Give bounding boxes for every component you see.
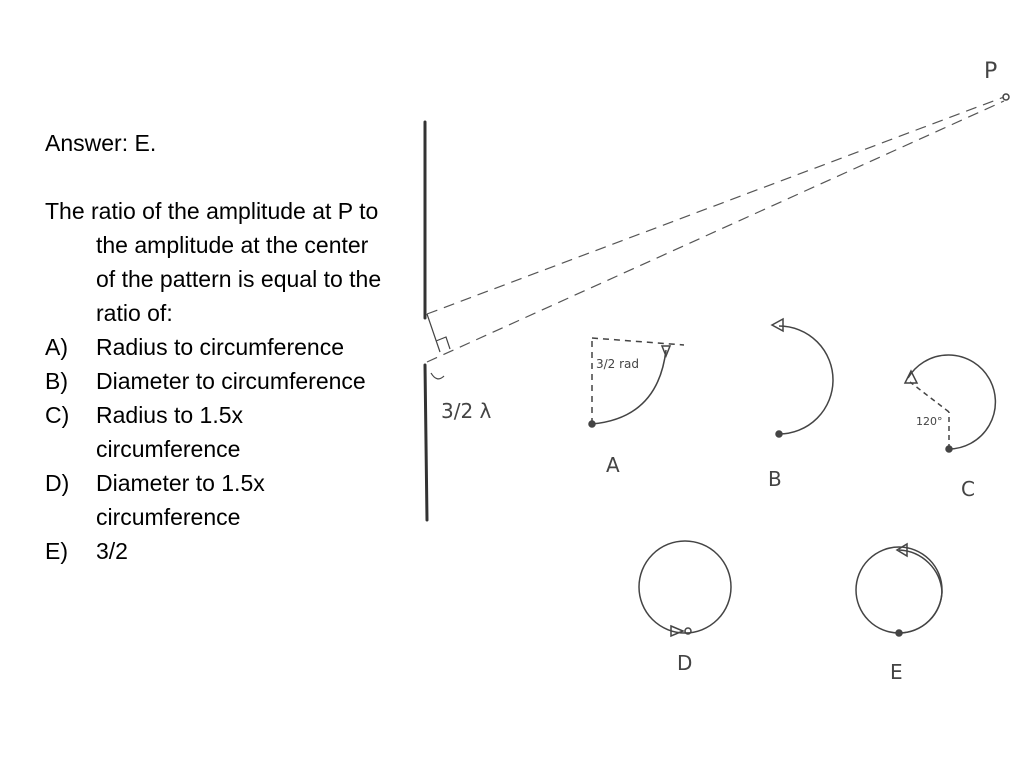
question-text: The ratio of the amplitude at P to the amplitude at the center of the pattern is equal to the ratio of: bbox=[45, 198, 382, 326]
answer-line: Answer: E. bbox=[45, 130, 157, 156]
barrier bbox=[425, 122, 427, 520]
choice-a-text: Radius to circumference bbox=[96, 334, 344, 360]
choice-a-letter: A) bbox=[45, 334, 68, 360]
phasor-diagram-d bbox=[639, 541, 731, 636]
phasor-diagram-a bbox=[589, 338, 684, 427]
choice-e-letter: E) bbox=[45, 538, 68, 564]
choice-d-text: Diameter to 1.5x circumference bbox=[96, 470, 265, 530]
phasor-diagram-b bbox=[772, 319, 833, 437]
phasor-diagram-e bbox=[856, 544, 942, 636]
phasor-a-angle-label: 3/2 rad bbox=[596, 357, 640, 371]
point-p-label: P bbox=[984, 59, 998, 84]
phasor-label-d: D bbox=[677, 651, 693, 675]
rays-to-p bbox=[427, 97, 1004, 362]
phasor-label-a: A bbox=[606, 453, 620, 477]
choice-c-text: Radius to 1.5x circumference bbox=[96, 402, 244, 462]
phasor-label-c: C bbox=[961, 477, 975, 501]
phasor-label-e: E bbox=[890, 660, 903, 684]
choice-e-text: 3/2 bbox=[96, 538, 128, 564]
choice-c-letter: C) bbox=[45, 402, 70, 428]
path-difference-construction bbox=[427, 314, 450, 379]
choice-b-text: Diameter to circumference bbox=[96, 368, 366, 394]
phasor-diagram-c bbox=[905, 355, 995, 452]
phasor-c-angle-label: 120° bbox=[916, 415, 943, 428]
choice-d-letter: D) bbox=[45, 470, 70, 496]
choice-b-letter: B) bbox=[45, 368, 68, 394]
path-difference-label: 3/2 λ bbox=[441, 399, 492, 423]
phasor-label-b: B bbox=[768, 467, 782, 491]
